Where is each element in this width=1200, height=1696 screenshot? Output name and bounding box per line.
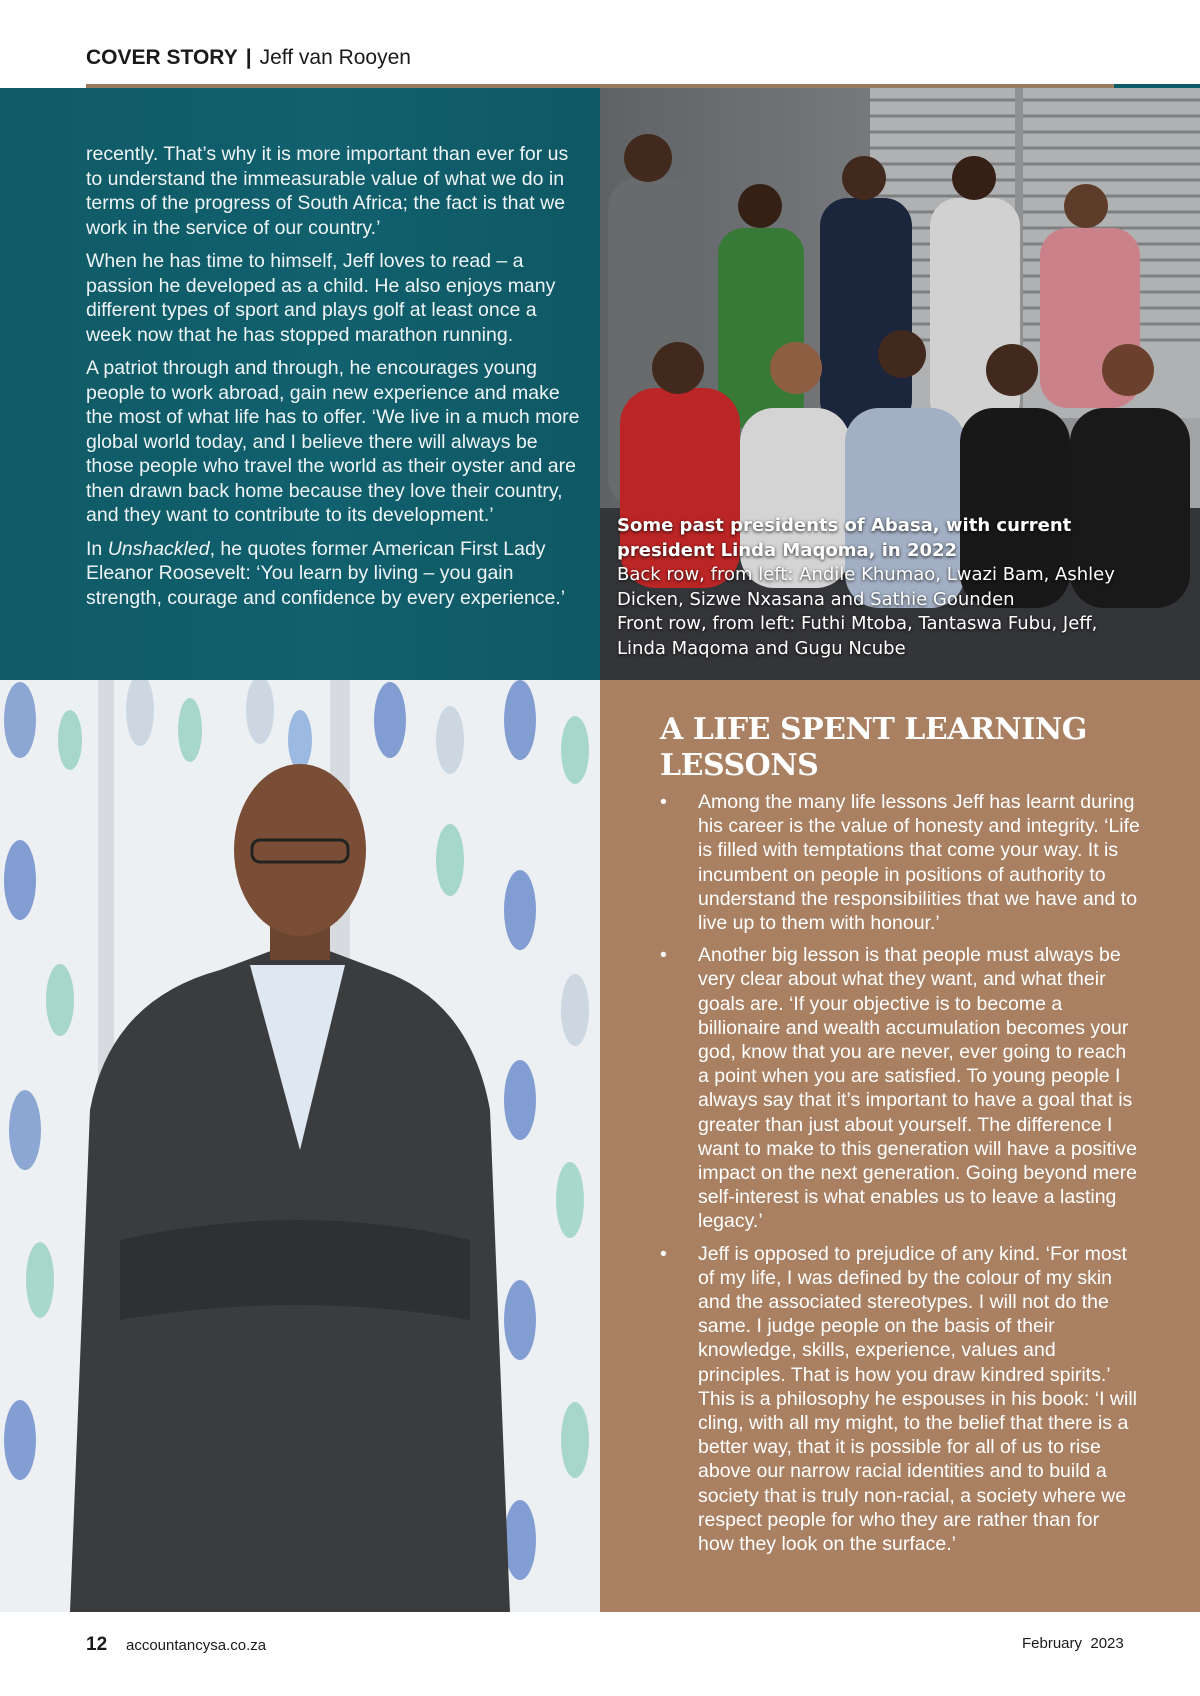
lesson-text: Among the many life lessons Jeff has learnt during his career is the value of honesty and integrity. ‘Life is filled with temptations that come your way. It is incumbent on people in positions of authority to understand the responsibilities that we have and to live up to them with honour.’ [698,791,1140,935]
story-subject: Jeff van Rooyen [259,46,411,69]
lesson-text: Jeff is opposed to prejudice of any kind. ‘For most of my life, I was defined by the colour of my skin and the associated stereotypes. I will not do the same. I judge people on the basis of their knowledge, skills, experience, values and principles. That is how you draw kindred spirits.’ This is a philosophy he espouses in his book: ‘I will cling, with all my might, to the belief that there is a better way, that it is possible for all of us to rise above our narrow racial identities and to build a society that is truly non-racial, a society where we respect people for who they are rather than for how they look on the surface.’ [698,1242,1137,1556]
list-item [660,1242,1140,1557]
body-text-fragment: In [86,537,108,560]
article-body [86,142,586,619]
bullet: • [660,1242,667,1265]
section-label: COVER STORY [86,46,238,69]
portrait-illustration [0,680,600,1612]
body-text-fragment: , he quotes former American First Lady Eleanor Roosevelt: ‘You learn by living – you gain strength, courage and confidence by every experience.’ [86,537,566,609]
body-paragraph [86,537,586,611]
lessons-list [660,790,1140,1564]
bullet: • [660,791,667,813]
lesson-text: Another big lesson is that people must always be very clear about what they want, and what their goals are. ‘If your objective is to become a billionaire and wealth accumulation becomes your god, know that you are never, ever going to reach a point when you are satisfied. To young people I always say that it’s important to have a goal that is greater than just about yourself. The difference I want to make to this generation will have a positive impact on the next generation. Going beyond mere self-interest is what enables us to leave a lasting legacy.’ [698,944,1138,1233]
sidebar-title: A LIFE SPENT LEARNING LESSONS [660,712,1087,783]
list-item [660,790,1140,935]
caption-back-row: Back row, from left: Andile Khumao, Lwazi Bam, Ashley Dicken, Sizwe Nxasana and Sathie Gounden [617,564,1115,610]
header-separator: | [245,46,252,69]
website-link[interactable]: accountancysa.co.za [126,1637,267,1654]
body-paragraph: recently. That’s why it is more important than ever for us to understand the immeasurable value of what we do in terms of the progress of South Africa; the fact is that we work in the service of our country.’ [86,143,569,239]
body-paragraph: When he has time to himself, Jeff loves to read – a passion he developed as a child. He also enjoys many different types of sport and plays golf at least once a week now that he has stopped marathon running. [86,250,556,346]
bullet: • [660,944,667,967]
body-paragraph: A patriot through and through, he encourages young people to work abroad, gain new experience and make the most of what life has to offer. ‘We live in a much more global world today, and I believe there will always be those people who travel the world as their oyster and are then drawn back home because they love their country, and they want to contribute to its development.’ [86,357,580,526]
caption-title: Some past presidents of Abasa, with current president Linda Maqoma, in 2022 [617,515,1072,561]
caption-front-row: Front row, from left: Futhi Mtoba, Tantaswa Fubu, Jeff, Linda Maqoma and Gugu Ncube [617,613,1098,659]
photo-caption [617,514,1137,661]
issue-date: February 2023 [1022,1635,1124,1652]
page-number: 12 [86,1634,108,1655]
running-header [86,46,411,70]
portrait-photo [0,680,600,1612]
list-item [660,943,1140,1233]
book-title: Unshackled [107,537,210,560]
